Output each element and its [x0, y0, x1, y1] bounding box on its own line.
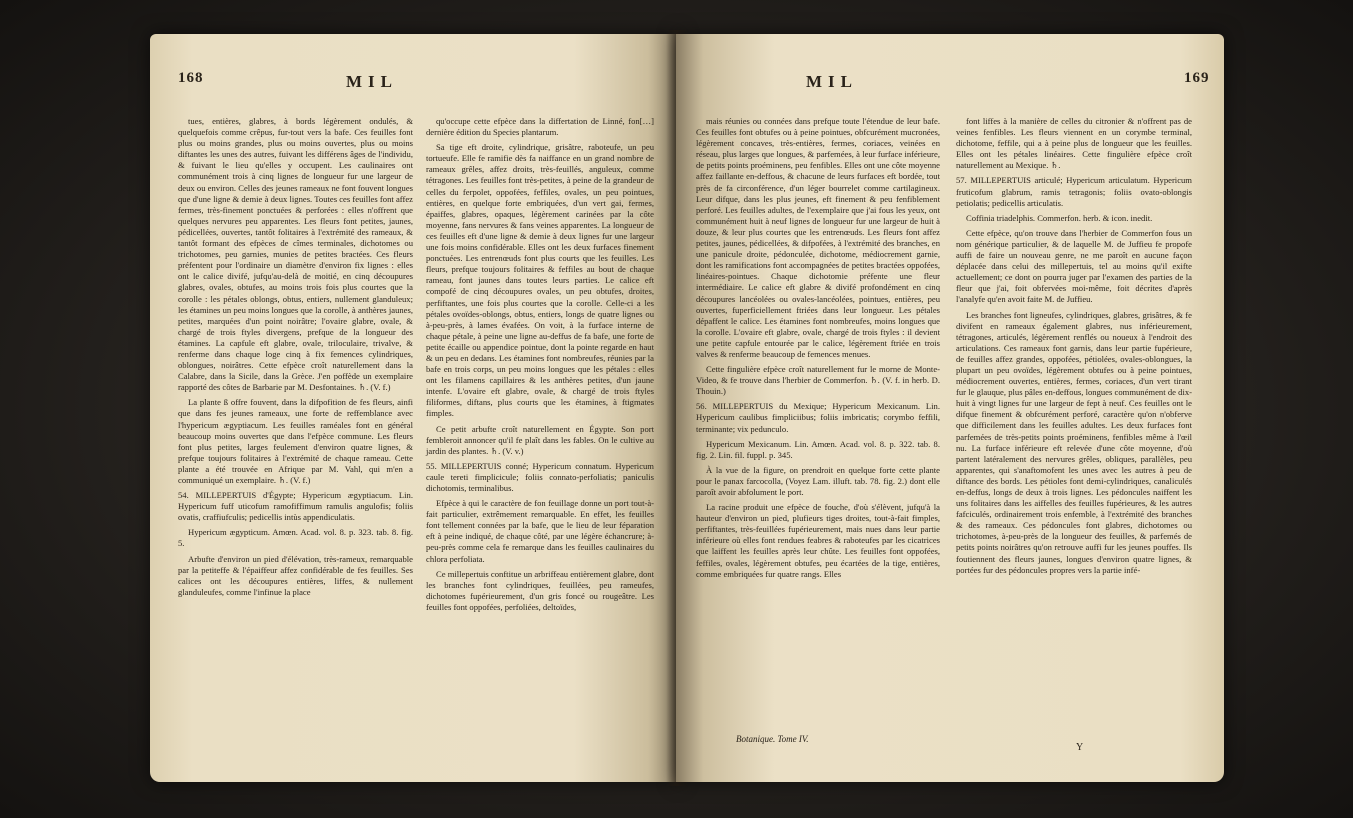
paragraph: font liffes à la manière de celles du citronier & n'offrent pas de veines fenfibles. Les fleurs viennent en un corymbe terminal, dichotome, feffile, qui a à peine plus de longueur que les feuilles. Elles ont les pétales linéaires. Cette fingulière efpèce croît naturellement au Mexique. ♄. — [956, 116, 1192, 171]
left-page — [150, 34, 680, 782]
paragraph: qu'occupe cette efpèce dans la differtation de Linné, fon[…] dernière édition du Species plantarum. — [426, 116, 654, 138]
paragraph: Ce millepertuis conftitue un arbriffeau entièrement glabre, dont les branches font cylindriques, feuillées, peu rameufes, dichotomes fupérieurement, d'un gris foncé ou rougeâtre. Les feuilles font oppofées, perfoliées, deltoïdes, — [426, 568, 654, 612]
left-column-1 — [178, 116, 413, 602]
paragraph: Hypericum Mexicanum. Lin. Amœn. Acad. vol. 8. p. 322. tab. 8. fig. 2. Lin. fil. fuppl. p. 345. — [696, 438, 940, 460]
paragraph: 55. MILLEPERTUIS conné; Hypericum connatum. Hypericum caule tereti fimplicicule; foliis connato-perfoliatis; paniculis dichotomis, terminalibus. — [426, 460, 654, 493]
paragraph: 56. MILLEPERTUIS du Mexique; Hypericum Mexicanum. Lin. Hypericum caulibus fimpliciibus; foliis imbricatis; corymbo feffili, terminante; vix pedunculo. — [696, 401, 940, 434]
left-column-2 — [426, 116, 654, 617]
paragraph: La plante ß offre fouvent, dans la difpofition de fes fleurs, ainfi que dans fes jeunes rameaux, une forte de reffemblance avec l'hypericum ægyptiacum. Les feuilles raméales font en général beaucoup moins ouvertes que dans l'efpèce commune. Les fleurs font plus petites, larges feulement d'environ quatre lignes, & prefque toujours folitaires à l'extrémité de chaque rameau. Cette plante a été trouvée en Afrique par M. Vahl, qui m'en a communiqué un exemplaire. ♄. (V. f.) — [178, 397, 413, 485]
paragraph: Arbufte d'environ un pied d'élévation, très-rameux, remarquable par la petiteffe & l'épaiffeur affez confidérable de fes feuilles. Ses calices ont les découpures entières, liffes, & nullement glanduleufes, comme l'infinue la place — [178, 553, 413, 597]
paragraph: La racine produit une efpèce de fouche, d'où s'élèvent, jufqu'à la hauteur d'environ un pied, plufieurs tiges droites, tout-à-fait fimples, perfiftantes, très-feuillées fupérieurement, mais nues dans leur partie inférieure où elles font rendues feabres & raboteufes par les cicatrices que laiffent les feuilles après leur chûte. Les feuilles font oppofées, feffiles, ovales, légèrement obtufes, peu écartées de la tige, entières, comme embriquées fur quatre rangs. Elles — [696, 502, 940, 579]
paragraph: Coffinia triadelphis. Commerfon. herb. & icon. inedit. — [966, 212, 1153, 223]
paragraph: tues, entières, glabres, à bords légèrement ondulés, & quelquefois comme crêpus, fur-tout vers la bafe. Ces feuilles font plus ou moins grandes, plus ou moins ouvertes, plus ou moins diftantes les unes des autres, fuivant les différens âges de l'individu, & fuivant le lieu qu'elles y occupent. Les caulinaires ont communément trois à cinq lignes de longueur fur une largeur de deux ou environ. Celles des jeunes rameaux ne font fouvent longues que d'une ligne & demie à deux lignes. Toutes ces feuilles font affez fermes, très-finement ponctuées & perforées : elles n'offrent que quelques nervures peu apparentes. Les fleurs font petites, jaunes, pédicellées, ouvertes, tantôt folitaires à l'extrémité des rameaux, & tantôt formant des efpèces de cîmes terminales, dichotomes ou trichotomes, peu garnies, munies de petites bractées. Ces fleurs préfentent pour l'ordinaire un diamètre d'environ fix lignes : elles ont le calice divifé, jufqu'au-delà de moitié, en cinq découpures glabres, ovales, obtufes, au moins trois fois plus courtes que la corolle : les pétales oblongs, obtus, entiers, nullement glanduleux; les étamines un peu moins longues que la corolle, à anthères jaunes, petites, marquées d'un point noirâtre; l'ovaire glabre, ovale, & chargé de trois ftyles divergens, prefque de la longueur des étamines. La capfule eft glabre, ovale, triloculaire, trivalve, & renferme dans chaque loge cinq à fix femences cylindriques, oblongues, noirâtres. Cette efpèce croît naturellement dans la Calabre, dans la Sicile, dans la Grèce. J'en poffède un exemplaire rapporté des côtes de Barbarie par M. Desfontaines. ♄. (V. f.) — [178, 116, 413, 393]
paragraph: Ce petit arbufte croît naturellement en Égypte. Son port fembleroit annoncer qu'il fe plaît dans les fables. On le cultive au jardin des plantes. ♄. (V. v.) — [426, 423, 654, 456]
paragraph: Cette fingulière efpèce croît naturellement fur le morne de Monte-Video, & fe trouve dans l'herbier de Commerfon. ♄. (V. f. in herb. D. Thouin.) — [696, 364, 940, 397]
paragraph: Hypericum ægypticum. Amœn. Acad. vol. 8. p. 323. tab. 8. fig. 5. — [178, 527, 413, 549]
right-page-number: 169 — [1184, 70, 1210, 86]
left-page-number: 168 — [178, 70, 204, 86]
paragraph: Les branches font ligneufes, cylindriques, glabres, grisâtres, & fe divifent en rameaux également glabres, nus inférieurement, tétragones, articulés, légèrement renflés ou noueux à l'endroit des articulations. Ces rameaux font garnis, dans leur partie fupérieure, de feuilles affez grandes, oppofées, pétiolées, ovales-oblongues, la plupart un peu ovoïdes, légèrement obtufes ou à peine pointues, médiocrement ouvertes, entières, fermes, coriaces, d'un vert tirant fur le glauque, plus pâles en-deffous, longues communément de dix-huit à vingt lignes fur une largeur de fept à neuf. Ces feuilles ont le difque finement & obfcurément perforé, caractère qu'on n'obferve que difficilement dans les feuilles adultes. Les deux furfaces font parfemées de très-petits points proéminens, fenfibles même à l'œil nu. La furface inférieure eft relevée d'une côte moyenne, d'où partent latéralement des nervures grêles, obliques, parallèles, peu apparentes, qui s'anaftomofent les unes avec les autres à peu de diftance des bords. Les pétioles font demi-cylindriques, canaliculés en-deffus, longs de deux à trois lignes. Les pédoncules naiffent les uns folitaires dans les aiffelles des feuilles fupérieures, & les autres fafciculés, ordinairement trois enfemble, à l'extrémité des branches & des rameaux. Ces pédoncules font glabres, dichotomes ou trichotomes, à-peu-près de la longueur des feuilles, & parfemés de petits points noirâtres qu'on retrouve auffi fur les jeunes pouffes. Ils foutiennent des fleurs jaunes, longues d'environ quatre lignes, & portées fur des pédoncules propres vers la partie infé- — [956, 309, 1192, 575]
volume-footer: Botanique. Tome IV. — [736, 734, 809, 744]
paragraph: Efpèce à qui le caractère de fon feuillage donne un port tout-à-fait particulier, extrêmement remarquable. En effet, les feuilles font tellement connées par la bafe, que le lieu de leur féparation eft à peine indiqué, de chaque côté, par une légère échancrure; à-peu-près comme cela fe remarque dans les feuilles caulinaires du chlora perfoliata. — [426, 498, 654, 564]
paragraph: 57. MILLEPERTUIS articulé; Hypericum articulatum. Hypericum fruticofum glabrum, ramis tetragonis; foliis ovato-oblongis petiolatis; pedicellis articulatis. — [956, 175, 1192, 208]
signature-mark: Y — [1076, 742, 1084, 753]
paragraph: Sa tige eft droite, cylindrique, grisâtre, raboteufe, un peu tortueufe. Elle fe ramifie dès fa naiffance en un grand nombre de rameaux grêles, affez droits, très-feuillés, anguleux, comme tétragones. Les feuilles font très-petites, à peine de la grandeur de celles du ferpolet, oppofées, feffiles, ovales, un peu pointues, entières, en quelque forte embriquées, d'un vert gai, fermes, épaiffes, glabres, opaques, légèrement carinées par la côte moyenne, fans nervures & fans veines apparentes. La longueur de ces feuilles eft d'une ligne & demie à deux lignes fur une largeur une fois moins confidérable. Elles ont les deux furfaces finement ponctuées. Les entrenœuds font plus courts que les feuilles. Les fleurs, prefque toujours folitaires & feffiles au bout de chaque rameau, font jaunes dans toutes leurs parties. Le calice eft compofé de cinq découpures ovales, un peu obtufes, droites, perfiftantes, une fois plus courtes que la corolle. Celle-ci a les pétales ovoïdes-oblongs, obtus, entiers, longs de quatre lignes ou à-peu-près, à lames évafées. On voit, à la furface interne de chaque pétale, à peine une ligne au-deffus de fa bafe, une forte de petite écaille ou appendice pointue, dont la pointe regarde en haut & un peu en dedans. Les étamines font nombreufes, réunies par la bafe en trois corps, un peu moins longues que les pétales : elles ont les filamens capillaires & les anthères petites, d'un jaune intenfe. L'ovaire eft glabre, ovale, & chargé de trois ftyles filiformes, diftans, plus courts que les étamines, à ftigmates fimples. — [426, 142, 654, 419]
left-running-head: MIL — [346, 72, 398, 91]
paragraph: À la vue de la figure, on prendroit en quelque forte cette plante pour le panax farcocolla, (Voyez Lam. illuft. tab. 78. fig. 2.) dont elle paroît avoir abfolument le port. — [696, 464, 940, 497]
paragraph: 54. MILLEPERTUIS d'Égypte; Hypericum ægyptiacum. Lin. Hypericum fuff uticofum ramofiffimum ramulis angulofis; foliis ovatis, craffiufculis; pedicellis intùs appendiculatis. — [178, 490, 413, 523]
paragraph: Cette efpèce, qu'on trouve dans l'herbier de Commerfon fous un nom générique particulier, & de laquelle M. de Juffieu fe propofe auffi de faire un nouveau genre, ne me paroît en aucune façon déplacée dans celui des millepertuis, tel au moins qu'il exifte actuellement; ce dont on pourra juger par l'examen des parties de la fleur que j'ai, foit obfervées moi-même, foit décrites d'après l'analyfe qu'en avoit faite M. de Juffieu. — [956, 227, 1192, 305]
paragraph: mais réunies ou connées dans prefque toute l'étendue de leur bafe. Ces feuilles font obtufes ou à peine pointues, obfcurément mucronées, légèrement concaves, très-entières, fermes, coriaces, veinées en réseau, plus larges que longues, & parfemées, à leur furface inférieure, de petits points proéminens, peu fenfibles. Elles ont une côte moyenne affez faillante en-deffous, & chacune de leurs furfaces eft bordée, tout près de fa circonférence, d'un léger bourrelet comme cartilagineux. Leur difque, dans les plus jeunes, eft finement & peu fenfiblement perforé. Les feuilles adultes, de l'exemplaire que j'ai fous les yeux, ont communément huit à neuf lignes de longueur fur une largeur de huit à douze, & leur plus courtes que les entrenœuds. Les fleurs font affez petites, jaunes, pédicellées, & difpofées, à l'extrémité des branches, en une panicule droite, pédonculée, dichotome, médiocrement garnie, dont les ramifications font accompagnées de petites bractées oppofées, linéaires-pointues. Chaque dichotomie préfente une fleur intermédiaire. Le calice eft glabre & divifé profondément en cinq découpures lancéolées ou ovales-lancéolées, pointues, entières, peu ouvertes, fuperficiellement ftriées dans leur longueur. Les pétales dépaffent le calice. Les étamines font nombreufes, moins longues que la corolle. L'ovaire eft glabre, ovale, chargé de trois ftyles : il devient une petite capfule entourée par le calice, légèrement ftriée en trois valves & renferme beaucoup de femences menues. — [696, 116, 940, 359]
right-column-2 — [956, 116, 1192, 580]
right-running-head: MIL — [806, 72, 858, 91]
right-page — [676, 34, 1224, 782]
right-column-1 — [696, 116, 940, 584]
